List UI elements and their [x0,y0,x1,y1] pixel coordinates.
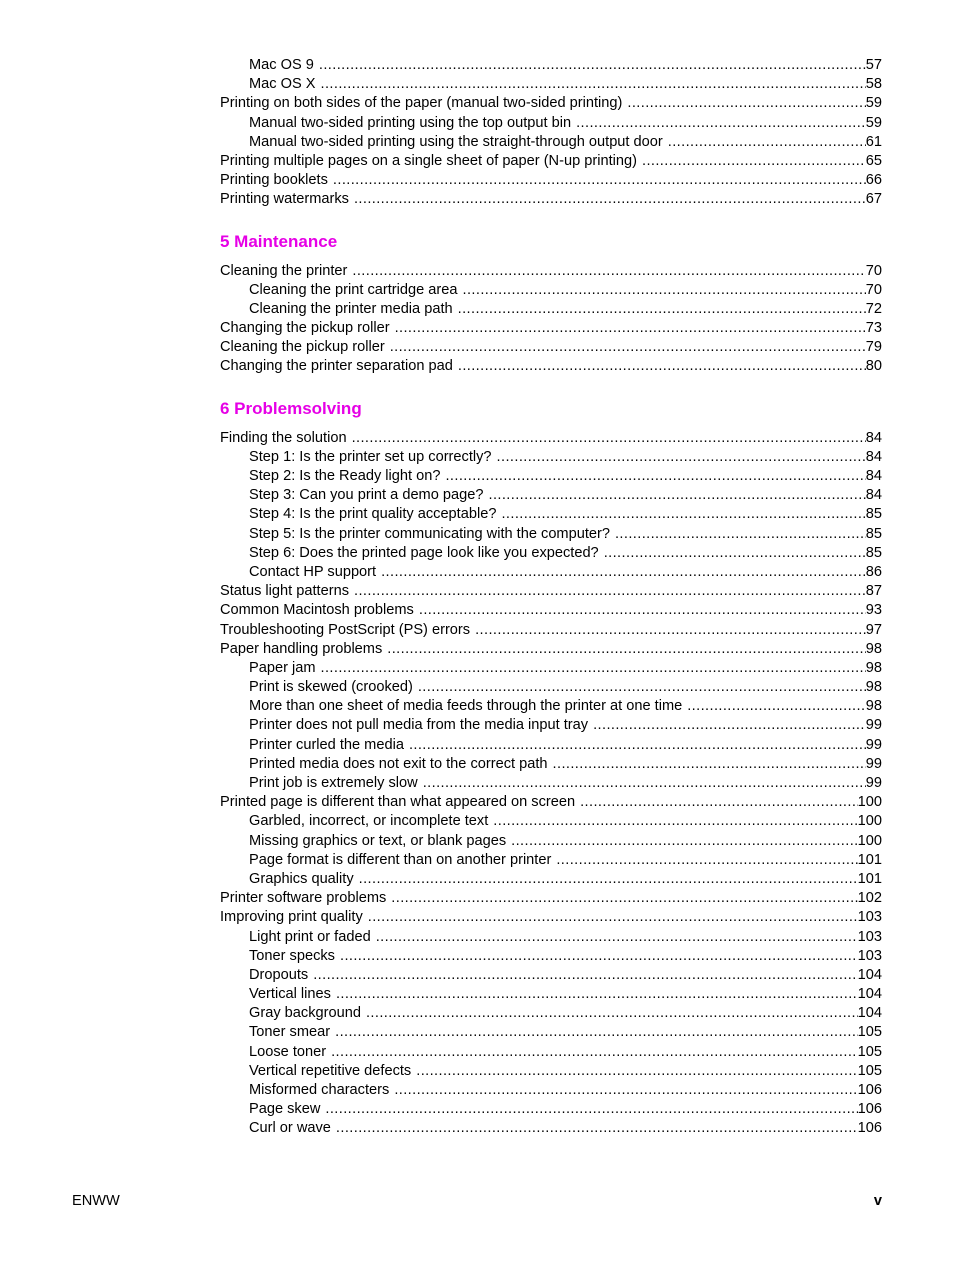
toc-entry-title: Light print or faded [249,928,371,945]
toc-page-number: 99 [865,736,882,753]
toc-entry[interactable] [220,889,882,908]
toc-entry[interactable] [220,1062,882,1081]
toc-entry[interactable] [220,75,882,94]
toc-entry-title: Page format is different than on another printer [249,851,552,868]
toc-page-number: 98 [865,679,882,696]
toc-entry-title: Cleaning the pickup roller [220,339,385,356]
toc-page-number: 103 [857,947,882,964]
toc-dot-leader [458,357,866,376]
toc-dot-leader [511,832,858,851]
toc-dot-leader [394,1081,857,1100]
toc-page-number: 70 [865,262,882,279]
toc-dot-leader [376,928,858,947]
toc-page-number: 85 [865,544,882,561]
toc-entry-title: Mac OS 9 [249,57,314,73]
footer-page-number: v [873,1193,882,1209]
toc-entry[interactable] [220,678,882,697]
toc-entry[interactable] [220,812,882,831]
toc-entry[interactable] [220,190,882,209]
toc-page-number: 100 [857,794,882,811]
toc-page-number: 101 [857,851,882,868]
toc-entry[interactable] [220,832,882,851]
toc-entry-title: Changing the printer separation pad [220,358,453,375]
toc-page-number: 103 [857,909,882,926]
toc-page-number: 66 [865,172,882,189]
toc-dot-leader [445,467,865,486]
toc-page-number: 84 [865,448,882,465]
toc-page-number: 102 [857,890,882,907]
toc-entry-title: Manual two-sided printing using the top output bin [249,114,572,131]
toc-entry-title: Paper handling problems [220,640,383,657]
toc-entry-title: Status light patterns [220,583,349,600]
toc-page-number: 100 [857,813,882,830]
toc-entry[interactable] [220,908,882,927]
toc-entry[interactable] [220,1023,882,1042]
toc-dot-leader [354,190,866,209]
toc-dot-leader [497,448,866,467]
toc-entry-title: Cleaning the printer [220,262,348,279]
toc-page-number: 70 [865,281,882,298]
toc-entry[interactable] [220,928,882,947]
toc-page-number: 105 [857,1024,882,1041]
toc-dot-leader [352,429,866,448]
toc-entry-title: Print is skewed (crooked) [249,679,413,696]
toc-dot-leader [319,56,866,75]
toc-page-number: 101 [857,870,882,887]
toc-page-number: 72 [865,300,882,317]
toc-entry[interactable] [220,601,882,620]
toc-page-number: 99 [865,775,882,791]
toc-entry[interactable] [220,448,882,467]
toc-page-number: 57 [865,57,882,73]
toc-page-number: 73 [865,320,882,337]
toc-dot-leader [359,870,858,889]
toc-page-number: 65 [865,152,882,169]
toc-entry[interactable] [220,870,882,889]
toc-entry-title: Dropouts [249,966,309,983]
toc-entry[interactable] [220,94,882,113]
toc-entry[interactable] [220,114,882,133]
toc-dot-leader [615,525,866,544]
toc-dot-leader [463,281,866,300]
toc-page-number: 87 [865,583,882,600]
toc-entry-title: Printed media does not exit to the correct path [249,755,548,772]
toc-entry-title: Gray background [249,1005,361,1022]
chapter-heading: 5 Maintenance [220,231,338,251]
toc-dot-leader [416,1062,857,1081]
toc-page-number: 59 [865,114,882,131]
toc-entry[interactable] [220,851,882,870]
toc-entry-title: Printer software problems [220,890,387,907]
toc-dot-leader [313,966,857,985]
toc-entry[interactable] [220,338,882,357]
toc-entry[interactable] [220,966,882,985]
toc-entry[interactable] [220,659,882,678]
toc-dot-leader [321,75,866,94]
toc-entry-title: Common Macintosh problems [220,602,414,619]
toc-page-number: 105 [857,1043,882,1060]
toc-entry[interactable] [220,281,882,300]
toc-entry-title: More than one sheet of media feeds through the printer at one time [249,698,683,715]
toc-page-number: 84 [865,487,882,504]
toc-dot-leader [336,985,858,1004]
toc-entry[interactable] [220,774,882,793]
toc-page-number: 85 [865,525,882,542]
toc-entry[interactable] [220,621,882,640]
toc-dot-leader [493,812,857,831]
toc-entry[interactable] [220,505,882,524]
toc-page-number: 104 [857,1005,882,1022]
toc-dot-leader [321,659,866,678]
toc-page-number: 106 [857,1120,882,1137]
toc-entry-title: Cleaning the print cartridge area [249,281,458,298]
toc-page-number: 59 [865,95,882,112]
toc-dot-leader [390,338,866,357]
toc-entry-title: Curl or wave [249,1120,331,1137]
toc-entry-title: Missing graphics or text, or blank pages [249,832,507,849]
toc-entry[interactable] [220,1043,882,1062]
toc-entry[interactable] [220,985,882,1004]
toc-page-number: 61 [865,133,882,150]
toc-entry[interactable] [220,171,882,190]
toc-page-number: 85 [865,506,882,523]
toc-entry-title: Vertical repetitive defects [249,1062,412,1079]
toc-entry-title: Step 6: Does the printed page look like you expected? [249,544,599,561]
toc-entry-title: Manual two-sided printing using the straight-through output door [249,133,663,150]
toc-dot-leader [553,755,866,774]
toc-dot-leader [580,793,858,812]
toc-page-number: 97 [865,621,882,638]
toc-dot-leader [488,486,865,505]
toc-entry-title: Print job is extremely slow [249,775,418,791]
toc-entry[interactable] [220,300,882,319]
toc-entry-title: Contact HP support [249,563,377,580]
toc-entry[interactable] [220,56,882,75]
toc-entry[interactable] [220,544,882,563]
toc-page-number: 103 [857,928,882,945]
toc-dot-leader [352,262,865,281]
toc-entry-title: Graphics quality [249,870,354,887]
toc-entry-title: Troubleshooting PostScript (PS) errors [220,621,471,638]
toc-entry-title: Garbled, incorrect, or incomplete text [249,813,489,830]
toc-page-number: 99 [865,755,882,772]
toc-entry[interactable] [220,697,882,716]
toc-dot-leader [391,889,857,908]
toc-page-number: 98 [865,659,882,676]
toc-page-number: 106 [857,1082,882,1098]
toc-dot-leader [593,716,866,735]
toc-entry-title: Step 5: Is the printer communicating with the computer? [249,525,610,542]
toc-entry-title: Printer does not pull media from the media input tray [249,717,589,734]
toc-entry-title: Step 1: Is the printer set up correctly? [249,448,492,465]
table-of-contents [220,56,882,1139]
toc-page-number: 67 [865,191,882,208]
toc-page-number: 99 [865,717,882,734]
toc-dot-leader [331,1043,858,1062]
toc-entry[interactable] [220,1100,882,1119]
toc-page-number: 100 [857,832,882,849]
toc-dot-leader [335,1023,858,1042]
toc-page-number: 86 [865,563,882,580]
toc-page-number: 104 [857,986,882,1003]
toc-dot-leader [556,851,857,870]
toc-entry[interactable] [220,736,882,755]
toc-dot-leader [458,300,866,319]
toc-dot-leader [604,544,866,563]
toc-entry-title: Printed page is different than what appeared on screen [220,794,576,811]
footer-doc-id: ENWW [72,1193,120,1209]
toc-entry-title: Vertical lines [249,986,331,1003]
toc-dot-leader [409,736,866,755]
toc-entry[interactable] [220,1119,882,1138]
toc-entry-title: Page skew [249,1101,321,1118]
toc-entry[interactable] [220,357,882,376]
toc-dot-leader [419,601,866,620]
toc-entry-title: Step 2: Is the Ready light on? [249,468,441,484]
toc-entry[interactable] [220,755,882,774]
toc-dot-leader [387,640,866,659]
toc-entry-title: Paper jam [249,659,316,676]
toc-dot-leader [475,621,866,640]
toc-page-number: 58 [865,76,882,93]
toc-entry-title: Changing the pickup roller [220,320,390,337]
toc-page-number: 93 [865,602,882,619]
chapter-heading: 6 Problemsolving [220,398,362,418]
toc-entry-title: Printing watermarks [220,191,349,208]
toc-dot-leader [642,152,866,171]
toc-dot-leader [333,171,866,190]
toc-entry-title: Misformed characters [249,1082,390,1098]
toc-entry[interactable] [220,947,882,966]
toc-entry[interactable] [220,582,882,601]
toc-entry-title: Loose toner [249,1043,327,1060]
toc-entry[interactable] [220,716,882,735]
toc-entry[interactable] [220,525,882,544]
toc-dot-leader [418,678,866,697]
toc-dot-leader [340,947,858,966]
toc-dot-leader [325,1100,857,1119]
toc-dot-leader [423,774,866,793]
toc-entry[interactable] [220,563,882,582]
toc-dot-leader [395,319,866,338]
toc-entry-title: Finding the solution [220,429,347,446]
toc-entry[interactable] [220,793,882,812]
toc-entry-title: Printing multiple pages on a single sheet of paper (N-up printing) [220,152,637,169]
toc-entry-title: Printing on both sides of the paper (manual two-sided printing) [220,95,623,112]
toc-dot-leader [687,697,866,716]
toc-dot-leader [576,114,866,133]
toc-dot-leader [668,133,866,152]
toc-entry[interactable] [220,262,882,281]
toc-dot-leader [627,94,865,113]
toc-page-number: 79 [865,339,882,356]
toc-entry[interactable] [220,640,882,659]
toc-entry-title: Step 3: Can you print a demo page? [249,487,484,504]
toc-entry-title: Cleaning the printer media path [249,300,453,317]
toc-page-number: 84 [865,468,882,484]
toc-entry-title: Printer curled the media [249,736,404,753]
toc-page-number: 105 [857,1062,882,1079]
toc-page-number: 80 [865,358,882,375]
toc-entry-title: Mac OS X [249,76,316,93]
toc-entry[interactable] [220,1081,882,1100]
toc-entry-title: Step 4: Is the print quality acceptable? [249,506,497,523]
toc-dot-leader [336,1119,858,1138]
toc-page-number: 84 [865,429,882,446]
toc-page-number: 98 [865,698,882,715]
toc-dot-leader [368,908,858,927]
toc-entry-title: Improving print quality [220,909,363,926]
toc-entry[interactable] [220,319,882,338]
toc-entry[interactable] [220,467,882,486]
toc-page-number: 106 [857,1101,882,1118]
toc-entry[interactable] [220,429,882,448]
toc-entry-title: Toner smear [249,1024,331,1041]
toc-dot-leader [366,1004,858,1023]
toc-entry-title: Printing booklets [220,172,328,189]
toc-entry-title: Toner specks [249,947,335,964]
toc-page-number: 98 [865,640,882,657]
toc-dot-leader [381,563,866,582]
toc-entry[interactable] [220,152,882,171]
toc-entry[interactable] [220,133,882,152]
toc-page-number: 104 [857,966,882,983]
toc-entry[interactable] [220,1004,882,1023]
toc-dot-leader [354,582,866,601]
toc-entry[interactable] [220,486,882,505]
toc-dot-leader [501,505,865,524]
